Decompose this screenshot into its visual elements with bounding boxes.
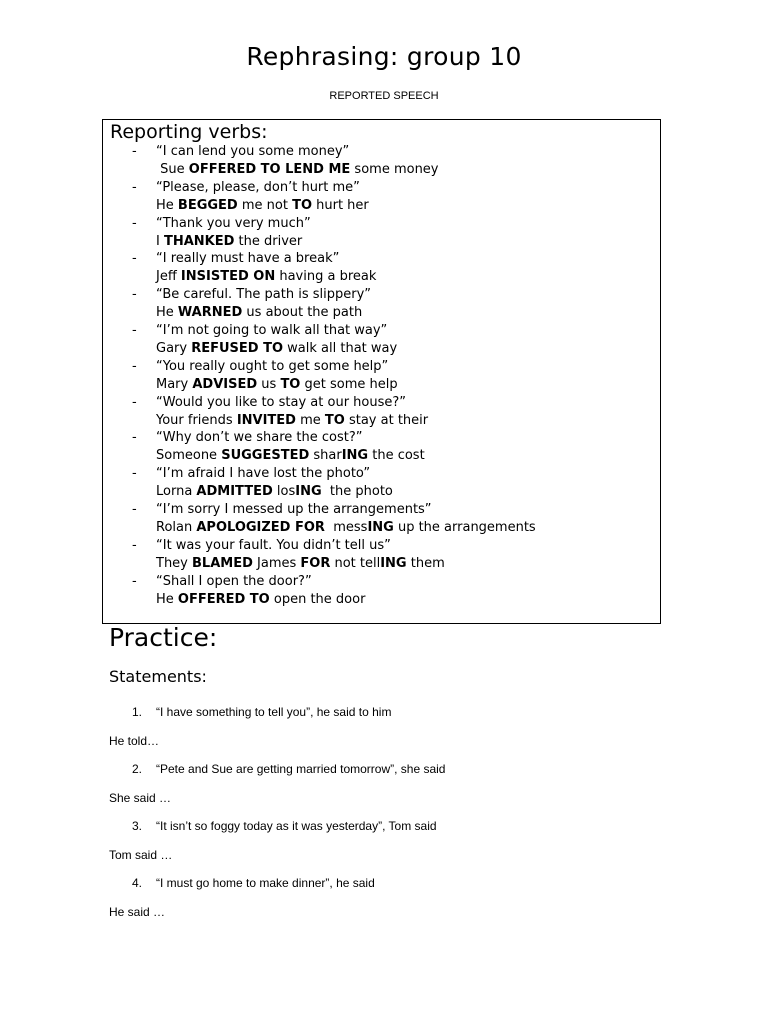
reported-text: James xyxy=(252,555,301,571)
reported-text: stay at their xyxy=(344,412,429,428)
reported-text: Rolan xyxy=(156,520,197,535)
reported-sentence xyxy=(156,304,362,322)
reporting-verb-keyword: ADVISED xyxy=(192,376,258,392)
direct-quote: “I’m not going to walk all that way” xyxy=(156,323,388,338)
reporting-verb-item xyxy=(103,179,660,215)
list-bullet: - xyxy=(132,430,137,446)
reporting-verb-keyword: ING xyxy=(380,555,407,571)
page-title: Rephrasing: group 10 xyxy=(246,42,522,71)
reporting-verb-keyword: ADMITTED xyxy=(196,484,273,500)
reported-text: los xyxy=(272,484,296,500)
practice-question xyxy=(109,818,709,834)
reported-text: He xyxy=(156,197,178,213)
reported-sentence xyxy=(156,340,397,358)
reporting-verb-keyword: OFFERED TO xyxy=(177,591,270,607)
page-subtitle: REPORTED SPEECH xyxy=(329,90,439,102)
reported-text: some money xyxy=(350,162,439,177)
reported-text: the driver xyxy=(234,233,303,249)
list-bullet: - xyxy=(132,251,137,267)
direct-quote: “I can lend you some money” xyxy=(156,144,350,159)
reported-text: me not xyxy=(237,197,293,213)
reporting-verb-keyword: WARNED xyxy=(177,305,243,321)
reported-text: Your friends xyxy=(156,412,237,428)
direct-quote: “Be careful. The path is slippery” xyxy=(156,287,372,303)
list-bullet: - xyxy=(132,537,137,553)
reported-text: He xyxy=(156,305,178,321)
reporting-verb-item xyxy=(103,537,660,573)
direct-quote: “I really must have a break” xyxy=(156,251,340,267)
list-bullet: - xyxy=(132,287,137,303)
reporting-verbs-heading: Reporting verbs: xyxy=(110,121,268,143)
list-bullet: - xyxy=(132,466,137,482)
reported-text: Sue xyxy=(156,162,189,177)
reporting-verb-item xyxy=(103,429,660,465)
statements-heading: Statements: xyxy=(109,667,207,686)
reported-sentence xyxy=(156,447,425,465)
reporting-verb-keyword: ING xyxy=(295,484,322,500)
reported-text: the cost xyxy=(368,448,425,464)
question-text: “I have something to tell you”, he said to him xyxy=(156,705,392,719)
reported-text: hurt her xyxy=(312,197,369,213)
question-number: 2. xyxy=(132,762,143,776)
reported-sentence xyxy=(156,519,536,537)
reporting-verb-item xyxy=(103,215,660,251)
reported-text: Lorna xyxy=(156,484,197,500)
reported-text: them xyxy=(406,555,445,571)
reporting-verb-keyword: ING xyxy=(341,448,369,464)
list-bullet: - xyxy=(132,358,137,374)
direct-quote: “Would you like to stay at our house?” xyxy=(156,394,407,410)
reported-text: us about the path xyxy=(242,305,363,321)
reported-sentence xyxy=(156,376,398,394)
direct-quote: “Please, please, don’t hurt me” xyxy=(156,179,360,195)
reporting-verb-item xyxy=(103,322,660,358)
question-text: “It isn’t so foggy today as it was yesterday”, Tom said xyxy=(156,819,437,833)
direct-quote: “Thank you very much” xyxy=(156,215,311,231)
reported-text: get some help xyxy=(300,376,398,392)
reported-sentence xyxy=(156,233,302,251)
reporting-verb-item xyxy=(103,465,660,501)
practice-question xyxy=(109,761,709,777)
reported-sentence xyxy=(156,555,445,573)
reported-sentence xyxy=(156,412,428,430)
reported-text: not tell xyxy=(330,555,381,571)
reporting-verb-keyword: FOR xyxy=(300,555,331,571)
reported-text: open the door xyxy=(269,591,366,607)
direct-quote: “It was your fault. You didn’t tell us” xyxy=(156,537,391,553)
reported-text: He xyxy=(156,591,178,607)
reporting-verb-keyword: THANKED xyxy=(163,233,235,249)
reported-sentence xyxy=(156,197,369,215)
answer-prompt: Tom said … xyxy=(109,848,173,862)
reported-text: up the arrangements xyxy=(393,520,536,535)
reporting-verb-keyword: OFFERED TO LEND ME xyxy=(188,162,351,177)
reported-sentence xyxy=(156,161,439,179)
reported-text: the photo xyxy=(321,484,393,500)
reporting-verb-keyword: INVITED xyxy=(236,412,296,428)
reporting-verb-keyword: SUGGESTED xyxy=(221,448,310,464)
reported-text: walk all that way xyxy=(283,341,398,356)
reported-text: They xyxy=(156,555,193,571)
reported-text: Jeff xyxy=(156,269,181,285)
reporting-verb-keyword: REFUSED TO xyxy=(191,341,284,356)
reported-text: shar xyxy=(309,448,342,464)
question-number: 4. xyxy=(132,876,143,890)
question-number: 1. xyxy=(132,705,143,719)
direct-quote: “You really ought to get some help” xyxy=(156,358,389,374)
reporting-verb-keyword: BLAMED xyxy=(192,555,253,571)
direct-quote: “I’m sorry I messed up the arrangements” xyxy=(156,502,432,517)
answer-prompt: She said … xyxy=(109,791,172,805)
reporting-verb-item xyxy=(103,394,660,430)
list-bullet: - xyxy=(132,502,137,517)
reporting-verb-keyword: BEGGED xyxy=(177,197,238,213)
reported-text: us xyxy=(257,376,281,392)
reported-sentence xyxy=(156,483,393,501)
reported-text: I xyxy=(156,233,164,249)
reporting-verb-keyword: INSISTED ON xyxy=(180,269,276,285)
question-number: 3. xyxy=(132,819,143,833)
reporting-verb-item xyxy=(103,573,660,609)
reporting-verb-keyword: APOLOGIZED FOR xyxy=(196,520,325,535)
list-bullet: - xyxy=(132,179,137,195)
question-text: “Pete and Sue are getting married tomorrow”, she said xyxy=(156,762,446,776)
answer-prompt: He told… xyxy=(109,734,160,748)
direct-quote: “Why don’t we share the cost?” xyxy=(156,430,363,446)
list-bullet: - xyxy=(132,573,137,589)
reporting-verb-keyword: ING xyxy=(367,520,394,535)
reported-sentence xyxy=(156,591,365,609)
reporting-verb-keyword: TO xyxy=(324,412,345,428)
reported-text: Gary xyxy=(156,341,192,356)
reporting-verbs-box xyxy=(102,119,661,624)
reporting-verb-item xyxy=(103,501,660,537)
answer-prompt: He said … xyxy=(109,905,166,919)
reporting-verb-item xyxy=(103,143,660,179)
reported-text: me xyxy=(295,412,325,428)
list-bullet: - xyxy=(132,215,137,231)
direct-quote: “I’m afraid I have lost the photo” xyxy=(156,466,371,482)
practice-question xyxy=(109,704,709,720)
list-bullet: - xyxy=(132,144,137,159)
reported-text: mess xyxy=(324,520,368,535)
reporting-verb-item xyxy=(103,358,660,394)
reporting-verb-item xyxy=(103,250,660,286)
practice-question xyxy=(109,875,709,891)
reporting-verb-item xyxy=(103,286,660,322)
reported-sentence xyxy=(156,268,376,286)
question-text: “I must go home to make dinner”, he said xyxy=(156,876,375,890)
reporting-verb-keyword: TO xyxy=(292,197,312,213)
list-bullet: - xyxy=(132,323,137,338)
reported-text: Someone xyxy=(156,448,222,464)
list-bullet: - xyxy=(132,394,137,410)
practice-heading: Practice: xyxy=(109,623,218,652)
reported-text: having a break xyxy=(275,269,377,285)
direct-quote: “Shall I open the door?” xyxy=(156,573,312,589)
reported-text: Mary xyxy=(156,376,193,392)
reporting-verb-keyword: TO xyxy=(280,376,301,392)
